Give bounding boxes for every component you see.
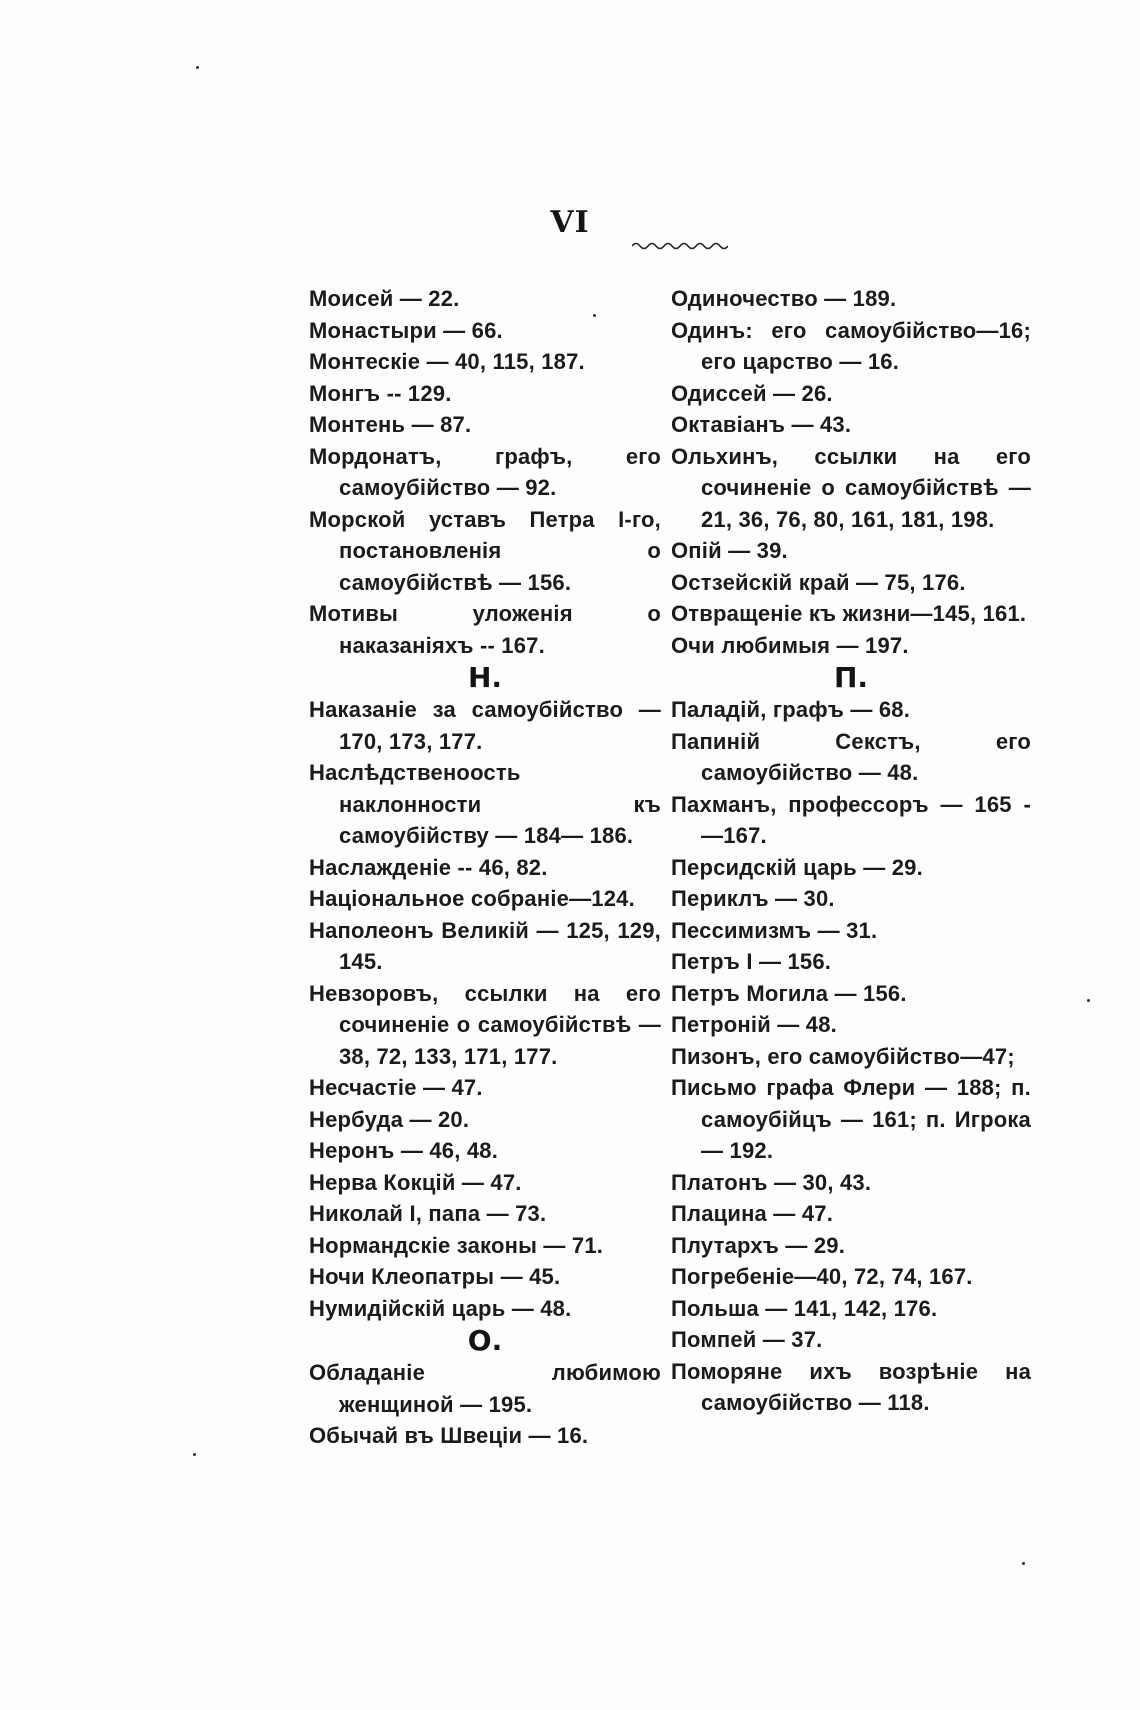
index-entry: Одиссей — 26. (671, 380, 833, 406)
index-letter-heading: П. (833, 661, 869, 694)
index-entry: Наполеонъ Великій — 125, 129, 145. (309, 917, 661, 974)
index-entry: Наслѣдственоость наклонности къ самоубійству — 184— 186. (309, 760, 661, 848)
index-entry: Мордонатъ, графъ, его самоубійство — 92. (309, 443, 661, 500)
index-entry: Петръ I — 156. (671, 949, 832, 974)
index-entry: Персидскій царь — 29. (671, 854, 923, 880)
index-entry: Очи любимыя — 197. (671, 632, 909, 658)
index-entry: Морской уставъ Петра І-го, постановленія о самоубійствѣ — 156. (309, 506, 661, 595)
print-speck (1087, 999, 1090, 1002)
index-entry: Паладій, графъ — 68. (671, 697, 911, 722)
index-entry: Папиній Секстъ, его самоубійство — 48. (671, 728, 1031, 785)
index-entry: Несчастіе — 47. (309, 1075, 483, 1100)
index-entry: Письмо графа Флери — 188; п. самоубійцъ — 161; п. Игрока — 192. (671, 1075, 1031, 1163)
index-entry: Мотивы уложенія о наказаніяхъ -- 167. (309, 601, 661, 658)
index-entry: Обычай въ Швеціи — 16. (309, 1423, 589, 1448)
index-entry: Плацина — 47. (671, 1201, 834, 1226)
index-entry: Пахманъ, профессоръ — 165 -—167. (671, 791, 1031, 848)
print-speck (593, 314, 596, 317)
index-entry: Одинъ: его самоубійство—16; его царство — 16. (671, 317, 1031, 374)
index-entry: Монтень — 87. (309, 412, 472, 437)
index-entry: Нерва Кокцій — 47. (309, 1169, 522, 1195)
index-entry: Моисей — 22. (309, 286, 460, 311)
index-entry: Отвращеніе къ жизни—145, 161. (671, 601, 1027, 626)
index-entry: Периклъ — 30. (671, 886, 835, 911)
index-entry: Платонъ — 30, 43. (671, 1169, 872, 1195)
index-entry: Нербуда — 20. (309, 1106, 470, 1132)
index-entry: Николай I, папа — 73. (309, 1201, 547, 1226)
index-entry: Остзейскій край — 75, 176. (671, 569, 966, 595)
index-entry: Опій — 39. (671, 538, 788, 563)
print-speck (193, 1453, 196, 1456)
index-entry: Монтескіе — 40, 115, 187. (309, 349, 585, 374)
index-entry: Національное собраніе—124. (309, 886, 635, 911)
index-column-right (671, 283, 1031, 1419)
print-speck (196, 66, 199, 69)
index-letter-heading: Н. (467, 661, 503, 694)
index-entry: Плутархъ — 29. (671, 1232, 846, 1258)
index-entry: Поморяне ихъ возрѣніе на самоубійство — 118. (671, 1358, 1031, 1415)
index-entry: Помпей — 37. (671, 1327, 823, 1352)
index-entry: Ольхинъ, ссылки на его сочиненіе о самоубійствѣ — 21, 36, 76, 80, 161, 181, 198. (671, 443, 1031, 532)
index-entry: Погребеніе—40, 72, 74, 167. (671, 1264, 973, 1289)
page-number: VI (550, 205, 590, 240)
index-entry: Наслажденіе -- 46, 82. (309, 854, 548, 880)
index-entry: Петроній — 48. (671, 1012, 837, 1037)
wavy-rule-ornament (632, 241, 728, 251)
index-entry: Монгъ -- 129. (309, 380, 452, 406)
index-entry: Пизонъ, его самоубійство—47; (671, 1043, 1015, 1069)
index-entry: Пессимизмъ — 31. (671, 917, 878, 943)
print-speck (1022, 1562, 1025, 1565)
index-entry: Обладаніе любимою женщиной — 195. (309, 1360, 661, 1417)
index-entry: Нумидійскій царь — 48. (309, 1295, 572, 1321)
index-entry: Нормандскіе законы — 71. (309, 1232, 604, 1258)
index-entry: Октавіанъ — 43. (671, 412, 852, 437)
index-entry: Монастыри — 66. (309, 317, 503, 343)
index-letter-heading: О. (467, 1324, 503, 1357)
index-entry: Неронъ — 46, 48. (309, 1138, 499, 1163)
index-entry: Наказаніе за самоубійство — 170, 173, 177. (309, 697, 661, 754)
index-entry: Одиночество — 189. (671, 286, 897, 311)
index-column-left (309, 283, 661, 1452)
index-entry: Польша — 141, 142, 176. (671, 1295, 938, 1321)
index-entry: Невзоровъ, ссылки на его сочиненіе о самоубійствѣ — 38, 72, 133, 171, 177. (309, 980, 661, 1069)
index-entry: Ночи Клеопатры — 45. (309, 1264, 561, 1289)
index-entry: Петръ Могила — 156. (671, 980, 907, 1006)
